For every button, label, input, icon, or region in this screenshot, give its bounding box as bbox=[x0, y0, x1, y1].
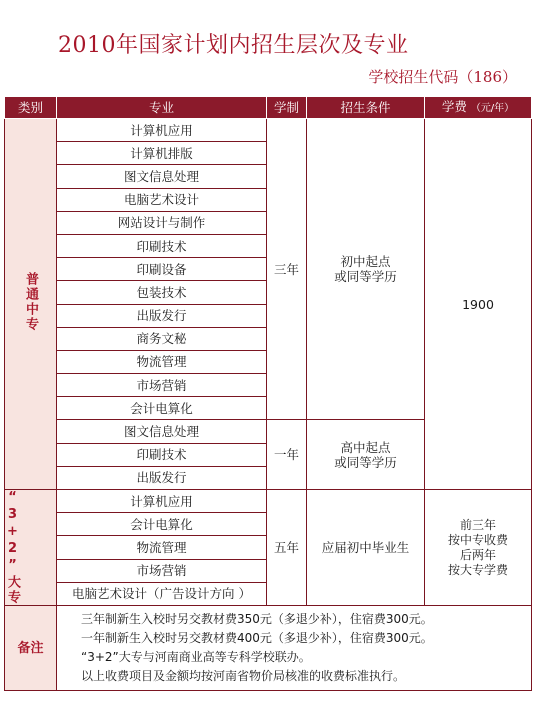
requirements-cell: 应届初中毕业生 bbox=[307, 490, 425, 606]
major-cell: 物流管理 bbox=[57, 536, 267, 559]
major-cell: 印刷设备 bbox=[57, 258, 267, 281]
duration-cell: 三年 bbox=[267, 119, 307, 420]
fee-cell bbox=[425, 490, 532, 606]
fee-line: 后两年 bbox=[459, 547, 496, 562]
major-cell: 电脑艺术设计（广告设计方向 ） bbox=[57, 582, 267, 605]
table-row bbox=[5, 490, 532, 513]
duration-cell: 一年 bbox=[267, 420, 307, 490]
category-label: 普通中专 bbox=[23, 272, 38, 332]
major-cell: 出版发行 bbox=[57, 304, 267, 327]
notes-row bbox=[5, 606, 532, 691]
header-category: 类别 bbox=[5, 97, 57, 119]
requirements-cell bbox=[307, 119, 425, 420]
table-row bbox=[5, 119, 532, 142]
notes-cell bbox=[57, 606, 532, 691]
header-fee bbox=[425, 97, 532, 119]
major-cell: 会计电算化 bbox=[57, 397, 267, 420]
major-cell: 计算机排版 bbox=[57, 142, 267, 165]
major-cell: 包装技术 bbox=[57, 281, 267, 304]
major-cell: 电脑艺术设计 bbox=[57, 188, 267, 211]
header-requirements: 招生条件 bbox=[307, 97, 425, 119]
page-title: 2010年国家计划内招生层次及专业 bbox=[58, 33, 409, 58]
category-label: 大 bbox=[5, 575, 20, 590]
major-cell: 图文信息处理 bbox=[57, 165, 267, 188]
major-cell: 印刷技术 bbox=[57, 443, 267, 466]
major-cell: 市场营销 bbox=[57, 374, 267, 397]
header-major: 专业 bbox=[57, 97, 267, 119]
fee-line: 按大专学费 bbox=[447, 562, 508, 577]
requirements-line: 或同等学历 bbox=[334, 269, 397, 285]
major-cell: 图文信息处理 bbox=[57, 420, 267, 443]
requirements-line: 或同等学历 bbox=[334, 454, 397, 470]
requirements-cell bbox=[307, 420, 425, 490]
fee-line: 前三年 bbox=[459, 517, 496, 532]
duration-cell: 五年 bbox=[267, 490, 307, 606]
major-cell: 物流管理 bbox=[57, 350, 267, 373]
note-line: 一年制新生入校时另交教材费400元（多退少补），住宿费300元。 bbox=[81, 631, 433, 645]
table-header-row bbox=[5, 97, 532, 119]
category-label: “3+2” bbox=[5, 490, 20, 575]
header-fee-unit: （元/年） bbox=[470, 103, 515, 114]
category-dazhuan bbox=[5, 490, 57, 606]
note-line: 以上收费项目及金额均按河南省物价局核准的收费标准执行。 bbox=[81, 669, 406, 683]
major-cell: 计算机应用 bbox=[57, 490, 267, 513]
category-zhongzhuan bbox=[5, 119, 57, 490]
fee-cell: 1900 bbox=[425, 119, 532, 490]
category-label: 专 bbox=[5, 590, 20, 605]
requirements-line: 高中起点 bbox=[340, 439, 391, 455]
notes-label: 备注 bbox=[5, 606, 57, 691]
fee-line: 按中专收费 bbox=[447, 532, 508, 547]
note-line: 三年制新生入校时另交教材费350元（多退少补），住宿费300元。 bbox=[81, 612, 433, 626]
note-line: “3+2”大专与河南商业高等专科学校联办。 bbox=[81, 650, 311, 664]
major-cell: 网站设计与制作 bbox=[57, 211, 267, 234]
major-cell: 市场营销 bbox=[57, 559, 267, 582]
header-duration: 学制 bbox=[267, 97, 307, 119]
major-cell: 印刷技术 bbox=[57, 234, 267, 257]
major-cell: 出版发行 bbox=[57, 466, 267, 489]
major-cell: 计算机应用 bbox=[57, 119, 267, 142]
school-code: 学校招生代码（186） bbox=[368, 68, 517, 86]
requirements-line: 初中起点 bbox=[340, 254, 391, 270]
enrollment-table bbox=[4, 96, 532, 691]
major-cell: 会计电算化 bbox=[57, 513, 267, 536]
header-fee-label: 学费 bbox=[441, 99, 467, 114]
major-cell: 商务文秘 bbox=[57, 327, 267, 350]
